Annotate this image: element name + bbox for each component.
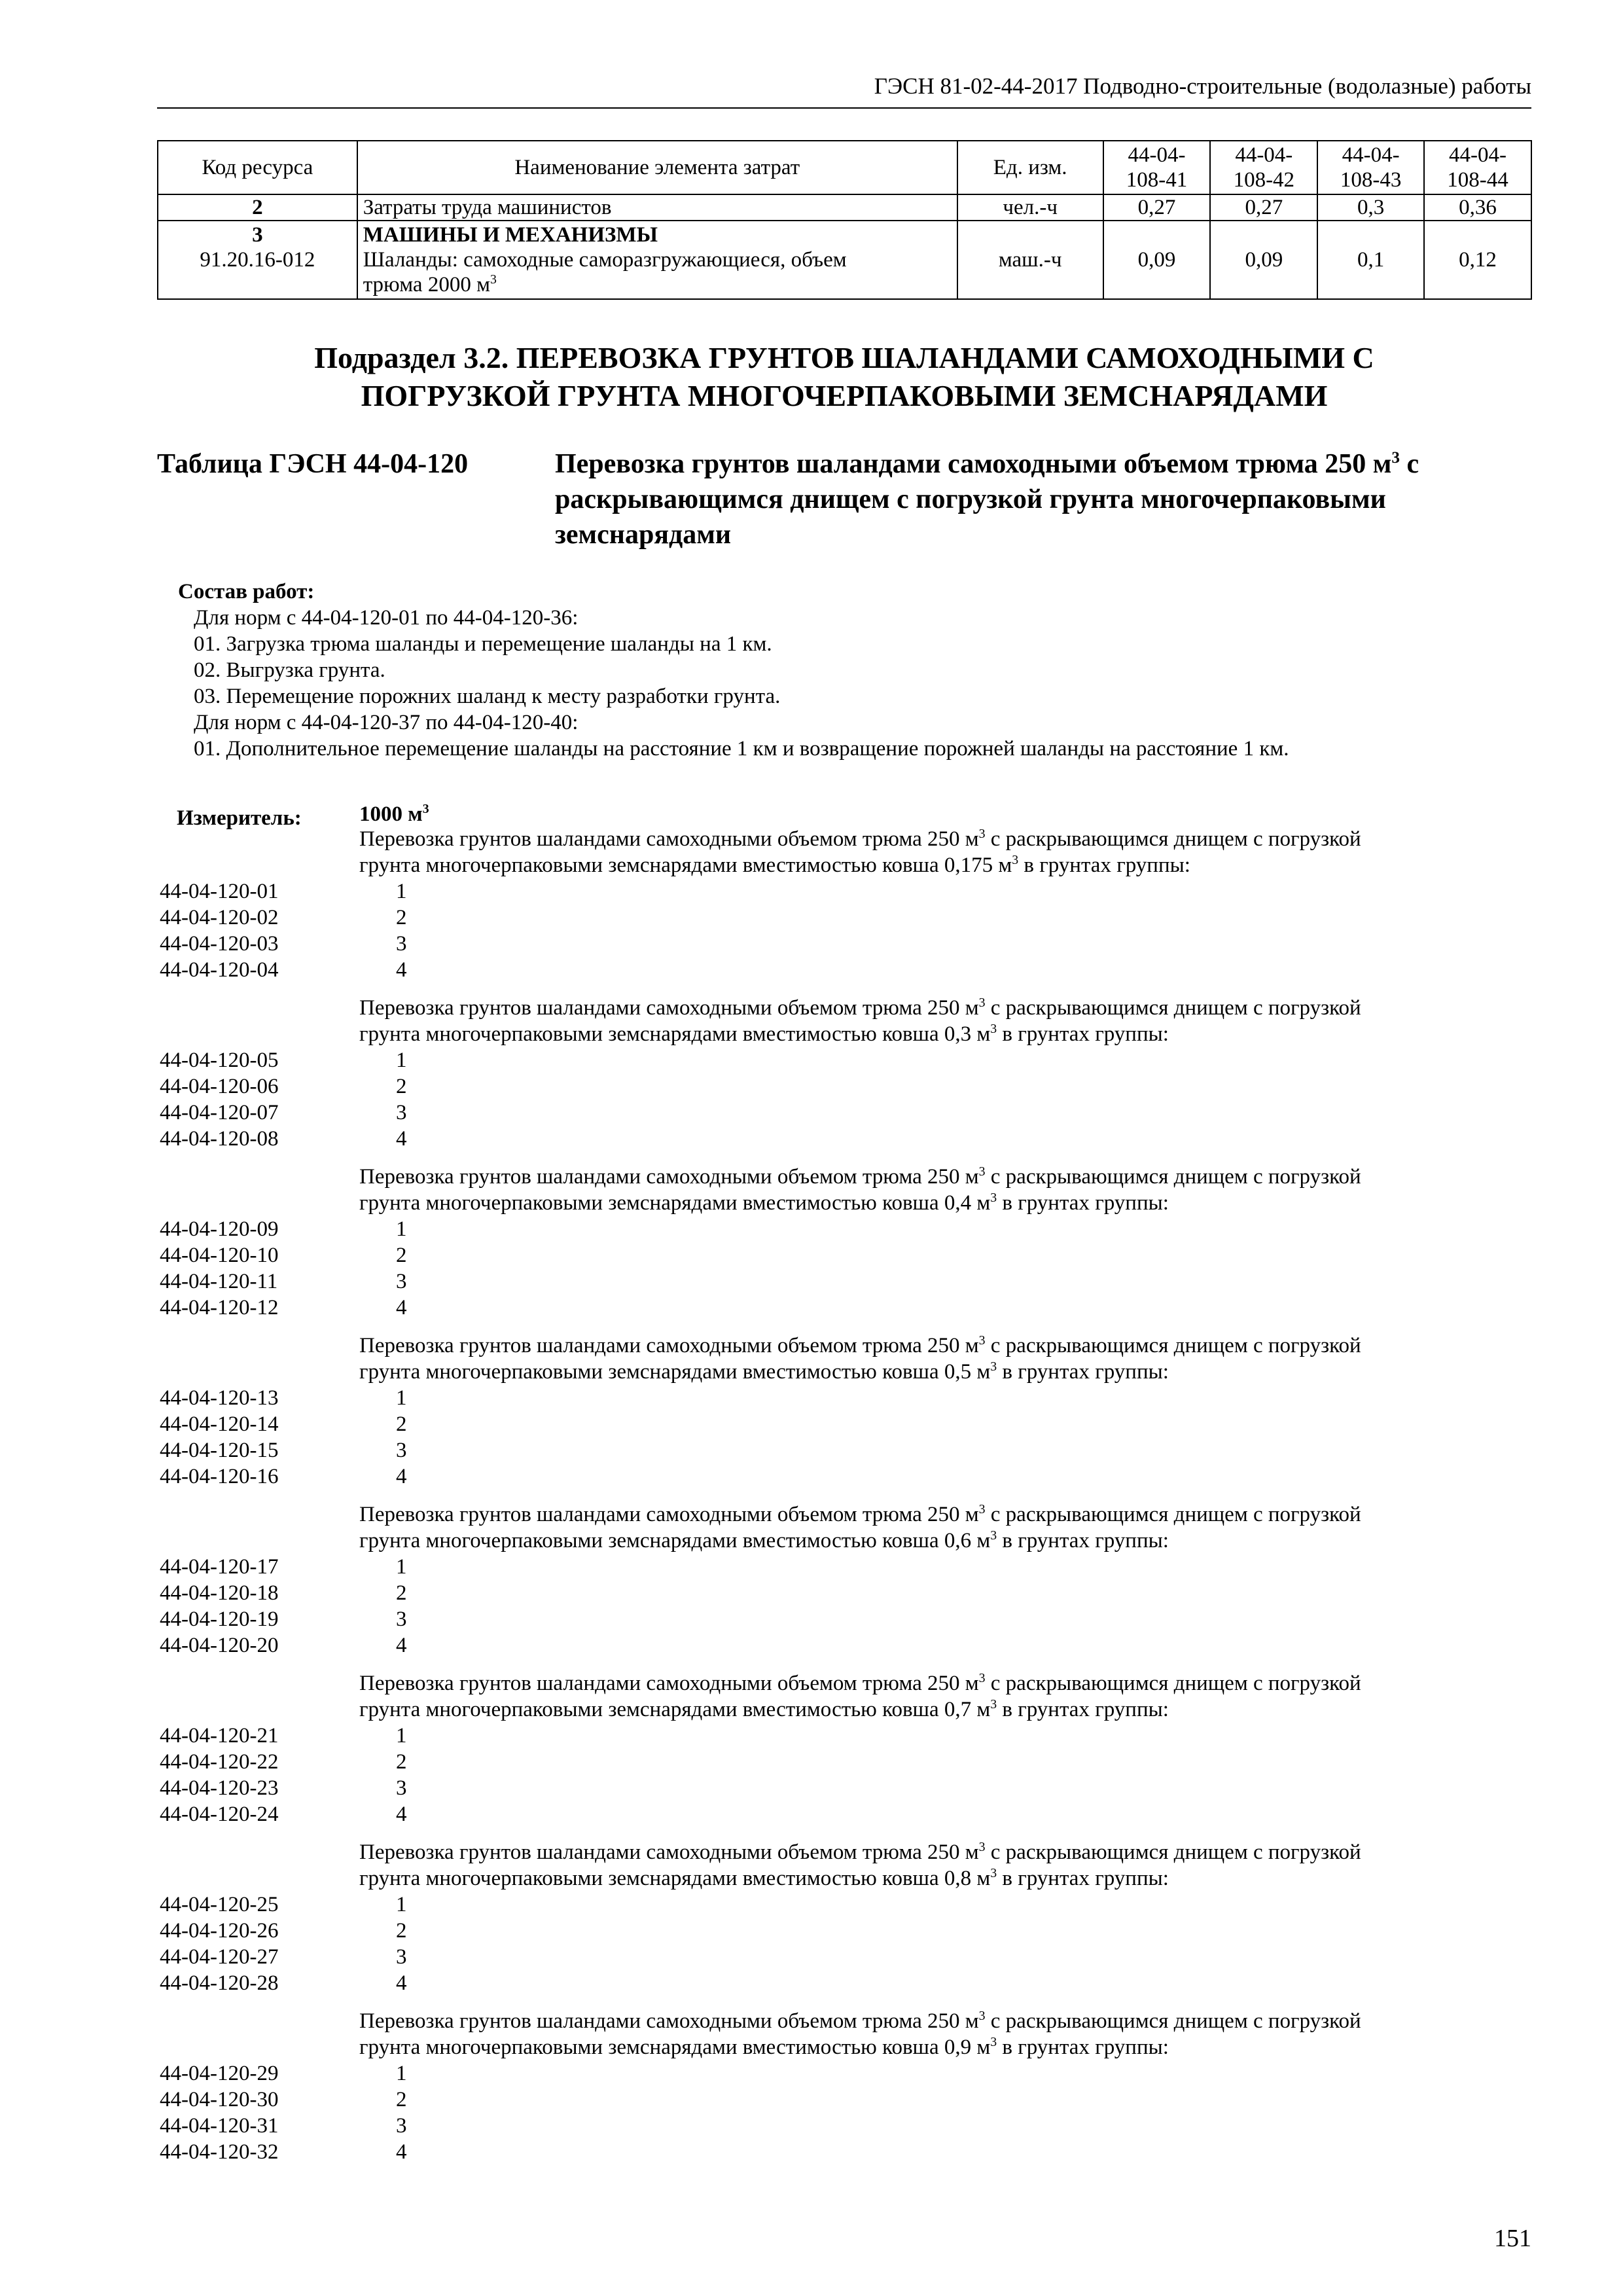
description-line: Перевозка грунтов шаландами самоходными объемом трюма 250 $м^3$ с раскрывающимся днищем с погрузкой bbox=[359, 1333, 1361, 1357]
description-line: грунта многочерпаковыми земснарядами вместимостью ковша 0,7 $м^3$ в грунтах группы: bbox=[359, 1697, 1169, 1721]
work-composition-line: Для норм с 44-04-120-37 по 44-04-120-40: bbox=[194, 711, 579, 734]
table-title-line: Перевозка грунтов шаландами самоходными объемом трюма 250 $м^3$ с bbox=[555, 449, 1419, 479]
soil-group-number: 1 bbox=[396, 1555, 407, 1579]
resource-code: 91.20.16-012 bbox=[200, 248, 315, 272]
table-title bbox=[555, 446, 1531, 552]
norm-code: 44-04-120-18 bbox=[160, 1581, 279, 1605]
cell-code bbox=[158, 221, 357, 299]
norm-group-description bbox=[359, 1670, 1537, 1723]
measure-label: Измеритель: bbox=[177, 806, 302, 830]
soil-group-number: 1 bbox=[396, 880, 407, 903]
norm-group-description bbox=[359, 1839, 1537, 1892]
norm-code: 44-04-120-24 bbox=[160, 1803, 279, 1826]
soil-group-number: 2 bbox=[396, 1750, 407, 1774]
description-line: грунта многочерпаковыми земснарядами вместимостью ковша 0,4 $м^3$ в грунтах группы: bbox=[359, 1191, 1169, 1215]
norm-code: 44-04-120-12 bbox=[160, 1296, 279, 1319]
soil-group-number: 2 bbox=[396, 906, 407, 929]
soil-group-number: 1 bbox=[396, 2062, 407, 2085]
soil-group-number: 3 bbox=[396, 1101, 407, 1124]
page-number: 151 bbox=[1494, 2225, 1531, 2252]
soil-group-number: 4 bbox=[396, 1465, 407, 1488]
soil-group-number: 4 bbox=[396, 1971, 407, 1995]
table-header-row bbox=[158, 141, 1531, 194]
soil-group-number: 3 bbox=[396, 1607, 407, 1631]
col-header-unit: Ед. изм. bbox=[957, 141, 1103, 194]
soil-group-number: 1 bbox=[396, 1049, 407, 1072]
norm-code: 44-04-120-26 bbox=[160, 1919, 279, 1943]
cell-value: 0,36 bbox=[1424, 194, 1531, 221]
soil-group-number: 4 bbox=[396, 958, 407, 982]
work-composition-line: 03. Перемещение порожних шаланд к месту разработки грунта. bbox=[194, 685, 781, 708]
cell-value: 0,3 bbox=[1317, 194, 1424, 221]
soil-group-number: 4 bbox=[396, 1296, 407, 1319]
cell-unit: чел.-ч bbox=[957, 194, 1103, 221]
norm-code: 44-04-120-11 bbox=[160, 1270, 278, 1293]
soil-group-number: 3 bbox=[396, 1270, 407, 1293]
norm-code: 44-04-120-25 bbox=[160, 1893, 279, 1916]
col-header-norm: 44-04- 108-43 bbox=[1317, 141, 1424, 194]
norm-code: 44-04-120-01 bbox=[160, 880, 279, 903]
cell-value: 0,12 bbox=[1424, 221, 1531, 299]
description-line: грунта многочерпаковыми земснарядами вместимостью ковша 0,8 $м^3$ в грунтах группы: bbox=[359, 1866, 1169, 1890]
work-composition-line: 01. Дополнительное перемещение шаланды на расстояние 1 км и возвращение порожней шаланды на расстояние 1 км. bbox=[194, 737, 1289, 761]
norm-code: 44-04-120-30 bbox=[160, 2088, 279, 2111]
description-line: Перевозка грунтов шаландами самоходными объемом трюма 250 $м^3$ с раскрывающимся днищем с погрузкой bbox=[359, 996, 1361, 1020]
table-row bbox=[158, 194, 1531, 221]
description-line: грунта многочерпаковыми земснарядами вместимостью ковша 0,5 $м^3$ в грунтах группы: bbox=[359, 1359, 1169, 1384]
description-line: Перевозка грунтов шаландами самоходными объемом трюма 250 $м^3$ с раскрывающимся днищем с погрузкой bbox=[359, 1502, 1361, 1526]
soil-group-number: 2 bbox=[396, 1412, 407, 1436]
description-line: Перевозка грунтов шаландами самоходными объемом трюма 250 $м^3$ с раскрывающимся днищем с погрузкой bbox=[359, 827, 1361, 851]
running-header: ГЭСН 81-02-44-2017 Подводно-строительные (водолазные) работы bbox=[157, 71, 1531, 109]
norm-group-description bbox=[359, 826, 1537, 878]
section-code: 3 bbox=[252, 223, 263, 247]
measure-value: 1000 $м^3$ bbox=[359, 802, 429, 826]
soil-group-number: 4 bbox=[396, 1127, 407, 1151]
work-composition-line: 02. Выгрузка грунта. bbox=[194, 658, 385, 682]
description-line: Перевозка грунтов шаландами самоходными объемом трюма 250 $м^3$ с раскрывающимся днищем с погрузкой bbox=[359, 1164, 1361, 1189]
soil-group-number: 1 bbox=[396, 1386, 407, 1410]
norm-code: 44-04-120-22 bbox=[160, 1750, 279, 1774]
description-line: Перевозка грунтов шаландами самоходными объемом трюма 250 $м^3$ с раскрывающимся днищем с погрузкой bbox=[359, 1671, 1361, 1695]
cell-value: 0,09 bbox=[1210, 221, 1317, 299]
norm-code: 44-04-120-28 bbox=[160, 1971, 279, 1995]
cell-value: 0,27 bbox=[1210, 194, 1317, 221]
norm-code: 44-04-120-05 bbox=[160, 1049, 279, 1072]
norm-code: 44-04-120-16 bbox=[160, 1465, 279, 1488]
col-header-name: Наименование элемента затрат bbox=[357, 141, 957, 194]
cell-value: 0,09 bbox=[1103, 221, 1211, 299]
norm-code: 44-04-120-17 bbox=[160, 1555, 279, 1579]
subsection-title bbox=[157, 339, 1531, 415]
norm-group-description bbox=[359, 1501, 1537, 1554]
col-header-code: Код ресурса bbox=[158, 141, 357, 194]
cell-unit: маш.-ч bbox=[957, 221, 1103, 299]
col-header-norm: 44-04- 108-42 bbox=[1210, 141, 1317, 194]
soil-group-number: 4 bbox=[396, 1803, 407, 1826]
soil-group-number: 1 bbox=[396, 1893, 407, 1916]
col-header-norm: 44-04- 108-44 bbox=[1424, 141, 1531, 194]
norm-group-description bbox=[359, 2008, 1537, 2060]
table-title-line: земснарядами bbox=[555, 520, 732, 550]
table-title-line: раскрывающимся днищем с погрузкой грунта многочерпаковыми bbox=[555, 484, 1386, 514]
description-line: грунта многочерпаковыми земснарядами вместимостью ковша 0,3 $м^3$ в грунтах группы: bbox=[359, 1022, 1169, 1046]
soil-group-number: 3 bbox=[396, 1945, 407, 1969]
resources-table bbox=[157, 140, 1532, 300]
norm-code: 44-04-120-08 bbox=[160, 1127, 279, 1151]
soil-group-number: 3 bbox=[396, 1776, 407, 1800]
cell-value: 0,1 bbox=[1317, 221, 1424, 299]
work-composition-line: 01. Загрузка трюма шаланды и перемещение шаланды на 1 км. bbox=[194, 632, 772, 656]
norm-code: 44-04-120-04 bbox=[160, 958, 279, 982]
norm-group-description bbox=[359, 1333, 1537, 1385]
norm-group-description bbox=[359, 995, 1537, 1047]
norm-code: 44-04-120-13 bbox=[160, 1386, 279, 1410]
subsection-title-line: Подраздел 3.2. ПЕРЕВОЗКА ГРУНТОВ ШАЛАНДАМИ САМОХОДНЫМИ С bbox=[314, 341, 1374, 374]
description-line: грунта многочерпаковыми земснарядами вместимостью ковша 0,9 $м^3$ в грунтах группы: bbox=[359, 2035, 1169, 2059]
cell-value: 0,27 bbox=[1103, 194, 1211, 221]
norm-group-description bbox=[359, 1164, 1537, 1216]
soil-group-number: 1 bbox=[396, 1724, 407, 1748]
soil-group-number: 3 bbox=[396, 2114, 407, 2138]
soil-group-number: 3 bbox=[396, 932, 407, 956]
work-composition-line: Для норм с 44-04-120-01 по 44-04-120-36: bbox=[194, 606, 579, 630]
soil-group-number: 2 bbox=[396, 1919, 407, 1943]
norm-code: 44-04-120-27 bbox=[160, 1945, 279, 1969]
work-composition-title: Состав работ: bbox=[178, 580, 315, 603]
norm-code: 44-04-120-06 bbox=[160, 1075, 279, 1098]
soil-group-number: 2 bbox=[396, 1075, 407, 1098]
col-header-norm: 44-04- 108-41 bbox=[1103, 141, 1211, 194]
description-line: грунта многочерпаковыми земснарядами вместимостью ковша 0,6 $м^3$ в грунтах группы: bbox=[359, 1528, 1169, 1552]
table-row bbox=[158, 221, 1531, 299]
norm-code: 44-04-120-14 bbox=[160, 1412, 279, 1436]
soil-group-number: 2 bbox=[396, 1244, 407, 1267]
soil-group-number: 4 bbox=[396, 2140, 407, 2164]
norm-code: 44-04-120-09 bbox=[160, 1217, 279, 1241]
cell-name bbox=[357, 221, 957, 299]
norm-code: 44-04-120-20 bbox=[160, 1634, 279, 1657]
cell-code: 2 bbox=[158, 194, 357, 221]
norm-code: 44-04-120-29 bbox=[160, 2062, 279, 2085]
soil-group-number: 2 bbox=[396, 1581, 407, 1605]
norm-code: 44-04-120-07 bbox=[160, 1101, 279, 1124]
soil-group-number: 2 bbox=[396, 2088, 407, 2111]
description-line: Перевозка грунтов шаландами самоходными объемом трюма 250 $м^3$ с раскрывающимся днищем с погрузкой bbox=[359, 2009, 1361, 2033]
soil-group-number: 1 bbox=[396, 1217, 407, 1241]
norm-code: 44-04-120-15 bbox=[160, 1439, 279, 1462]
norm-code: 44-04-120-21 bbox=[160, 1724, 279, 1748]
norm-code: 44-04-120-19 bbox=[160, 1607, 279, 1631]
soil-group-number: 3 bbox=[396, 1439, 407, 1462]
soil-group-number: 4 bbox=[396, 1634, 407, 1657]
norm-code: 44-04-120-32 bbox=[160, 2140, 279, 2164]
description-line: Перевозка грунтов шаландами самоходными объемом трюма 250 $м^3$ с раскрывающимся днищем с погрузкой bbox=[359, 1840, 1361, 1864]
norm-code: 44-04-120-10 bbox=[160, 1244, 279, 1267]
table-label: Таблица ГЭСН 44-04-120 bbox=[157, 449, 469, 479]
section-name: МАШИНЫ И МЕХАНИЗМЫ bbox=[363, 223, 658, 247]
norm-code: 44-04-120-03 bbox=[160, 932, 279, 956]
norm-code: 44-04-120-23 bbox=[160, 1776, 279, 1800]
cell-name: Затраты труда машинистов bbox=[357, 194, 957, 221]
resource-name: Шаланды: самоходные саморазгружающиеся, объем трюма 2000 $м^3$ bbox=[363, 248, 847, 296]
norm-code: 44-04-120-31 bbox=[160, 2114, 279, 2138]
description-line: грунта многочерпаковыми земснарядами вместимостью ковша 0,175 $м^3$ в грунтах группы: bbox=[359, 853, 1190, 877]
subsection-title-line: ПОГРУЗКОЙ ГРУНТА МНОГОЧЕРПАКОВЫМИ ЗЕМСНАРЯДАМИ bbox=[361, 379, 1328, 412]
norm-code: 44-04-120-02 bbox=[160, 906, 279, 929]
